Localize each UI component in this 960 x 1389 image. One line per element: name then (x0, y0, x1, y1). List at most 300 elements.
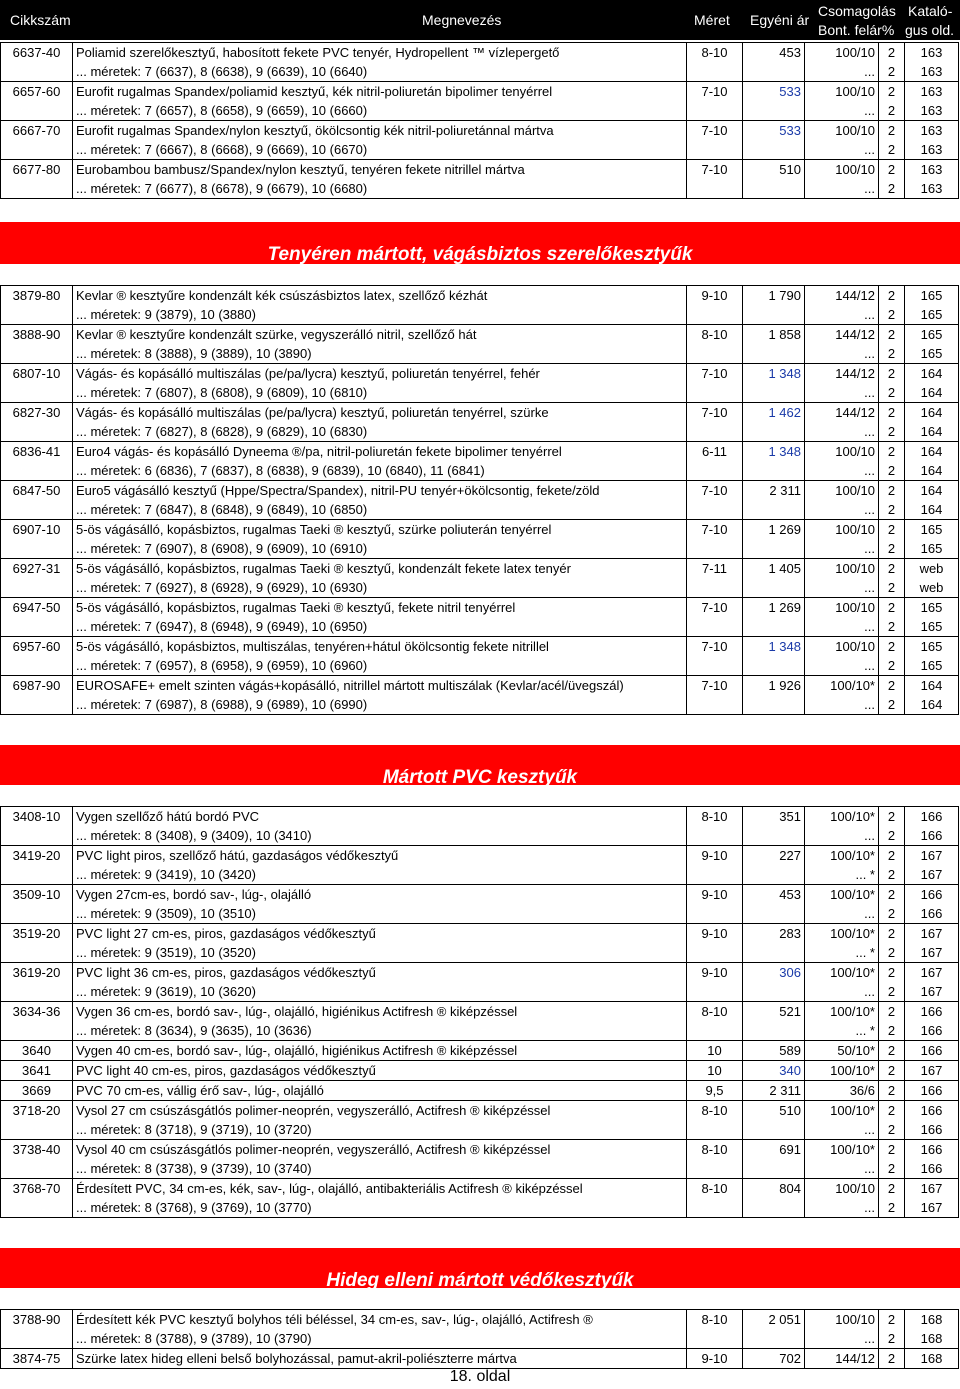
cell-catalog: 168 (905, 1310, 959, 1330)
cell-price: 510 (743, 160, 805, 180)
cell-code (1, 865, 73, 885)
cell-catalog: 166 (905, 826, 959, 846)
cell-price: 1 858 (743, 325, 805, 345)
cell-code (1, 617, 73, 637)
cell-price (743, 62, 805, 82)
cell-name: ... méretek: 8 (3768), 9 (3769), 10 (3770) (73, 1198, 687, 1218)
cell-size (687, 865, 743, 885)
cell-price (743, 982, 805, 1002)
cell-name: Érdesített PVC, 34 cm-es, kék, sav-, lúg-, olajálló, antibakteriális Actifresh ® kiképzéssel (73, 1179, 687, 1199)
product-row (1, 846, 959, 866)
cell-catalog: 165 (905, 598, 959, 618)
cell-pack: 100/10* (805, 807, 879, 827)
section-banner-cold (0, 1248, 960, 1291)
cell-name: ... méretek: 9 (3419), 10 (3420) (73, 865, 687, 885)
product-row (1, 364, 959, 384)
size-variant-row (1, 1120, 959, 1140)
cell-pack: ... (805, 1329, 879, 1349)
cell-code: 3519-20 (1, 924, 73, 944)
product-table (0, 42, 959, 199)
cell-name: EUROSAFE+ emelt szinten vágás+kopásálló, nitrillel mártott multiszálak (Kevlar/acél/üvegszál) (73, 676, 687, 696)
cell-size (687, 904, 743, 924)
cell-name: ... méretek: 6 (6836), 7 (6837), 8 (6838), 9 (6839), 10 (6840), 11 (6841) (73, 461, 687, 481)
cell-price (743, 1329, 805, 1349)
cell-code: 6947-50 (1, 598, 73, 618)
cell-size (687, 982, 743, 1002)
cell-size (687, 461, 743, 481)
product-row (1, 637, 959, 657)
cell-surcharge: 2 (879, 617, 905, 637)
cell-size (687, 140, 743, 160)
section-title: Hideg elleni mártott védőkesztyűk (326, 1270, 634, 1291)
cell-code (1, 344, 73, 364)
cell-code (1, 461, 73, 481)
cell-name: Kevlar ® kesztyűre kondenzált szürke, vegyszerálló nitril, szellőző hát (73, 325, 687, 345)
cell-code: 6807-10 (1, 364, 73, 384)
cell-catalog: 165 (905, 617, 959, 637)
product-row (1, 963, 959, 983)
cell-pack: ... (805, 656, 879, 676)
cell-price: 533 (743, 82, 805, 102)
cell-pack: ... (805, 1159, 879, 1179)
cell-name: 5-ös vágásálló, kopásbiztos, rugalmas Taeki ® kesztyű, szürke poliuterán tenyérrel (73, 520, 687, 540)
cell-surcharge: 2 (879, 885, 905, 905)
cell-pack: 100/10* (805, 846, 879, 866)
cell-price (743, 617, 805, 637)
product-row (1, 1140, 959, 1160)
cell-price (743, 826, 805, 846)
cell-catalog: 163 (905, 101, 959, 121)
cell-name: Vysol 40 cm csúszásgátlós polimer-neoprén, vegyszerálló, Actifresh ® kiképzéssel (73, 1140, 687, 1160)
cell-code: 3669 (1, 1081, 73, 1101)
cell-pack: ... (805, 179, 879, 199)
cell-catalog: 166 (905, 885, 959, 905)
size-variant-row (1, 461, 959, 481)
cell-size (687, 539, 743, 559)
size-variant-row (1, 1198, 959, 1218)
cell-code (1, 578, 73, 598)
cell-code: 3408-10 (1, 807, 73, 827)
cell-name: ... méretek: 8 (3888), 9 (3889), 10 (3890) (73, 344, 687, 364)
cell-size: 9,5 (687, 1081, 743, 1101)
cell-price: 533 (743, 121, 805, 141)
cell-catalog: 167 (905, 1179, 959, 1199)
cell-catalog: 163 (905, 160, 959, 180)
cell-code (1, 1198, 73, 1218)
cell-code (1, 101, 73, 121)
cell-catalog: 167 (905, 943, 959, 963)
cell-surcharge: 2 (879, 1159, 905, 1179)
cell-price: 1 926 (743, 676, 805, 696)
cell-name: Vygen 36 cm-es, bordó sav-, lúg-, olajálló, higiénikus Actifresh ® kiképzéssel (73, 1002, 687, 1022)
cell-surcharge: 2 (879, 1120, 905, 1140)
size-variant-row (1, 140, 959, 160)
cell-name: ... méretek: 7 (6927), 8 (6928), 9 (6929), 10 (6930) (73, 578, 687, 598)
cell-name: ... méretek: 8 (3634), 9 (3635), 10 (3636) (73, 1021, 687, 1041)
cell-pack: ... * (805, 1021, 879, 1041)
product-table (0, 285, 959, 715)
cell-size (687, 826, 743, 846)
size-variant-row (1, 695, 959, 715)
cell-catalog: 166 (905, 1101, 959, 1121)
cell-surcharge: 2 (879, 846, 905, 866)
cell-surcharge: 2 (879, 807, 905, 827)
cell-name: ... méretek: 7 (6677), 8 (6678), 9 (6679), 10 (6680) (73, 179, 687, 199)
cell-price (743, 1198, 805, 1218)
cell-surcharge: 2 (879, 383, 905, 403)
cell-surcharge: 2 (879, 598, 905, 618)
cell-price: 589 (743, 1041, 805, 1061)
cell-surcharge: 2 (879, 1140, 905, 1160)
cell-size: 7-10 (687, 520, 743, 540)
cell-name: PVC light 27 cm-es, piros, gazdaságos védőkesztyű (73, 924, 687, 944)
cell-surcharge: 2 (879, 1101, 905, 1121)
cell-size: 8-10 (687, 1310, 743, 1330)
cell-surcharge: 2 (879, 403, 905, 423)
cell-surcharge: 2 (879, 325, 905, 345)
cell-name: Vágás- és kopásálló multiszálas (pe/pa/lycra) kesztyű, poliuretán tenyérrel, szürke (73, 403, 687, 423)
cell-size (687, 422, 743, 442)
cell-catalog: 168 (905, 1329, 959, 1349)
cell-surcharge: 2 (879, 695, 905, 715)
cell-price (743, 943, 805, 963)
cell-code (1, 656, 73, 676)
cell-code: 3888-90 (1, 325, 73, 345)
cell-catalog: web (905, 559, 959, 579)
cell-code: 6987-90 (1, 676, 73, 696)
cell-name: ... méretek: 7 (6907), 8 (6908), 9 (6909), 10 (6910) (73, 539, 687, 559)
size-variant-row (1, 617, 959, 637)
cell-pack: ... (805, 826, 879, 846)
cell-name: ... méretek: 7 (6667), 8 (6668), 9 (6669), 10 (6670) (73, 140, 687, 160)
cell-pack: ... (805, 461, 879, 481)
cell-price (743, 578, 805, 598)
cell-surcharge: 2 (879, 344, 905, 364)
cell-name: Vysol 27 cm csúszásgátlós polimer-neoprén, vegyszerálló, Actifresh ® kiképzéssel (73, 1101, 687, 1121)
cell-size (687, 101, 743, 121)
cell-size (687, 62, 743, 82)
cell-surcharge: 2 (879, 676, 905, 696)
product-row (1, 807, 959, 827)
product-row (1, 325, 959, 345)
cell-price: 306 (743, 963, 805, 983)
size-variant-row (1, 344, 959, 364)
cell-pack: 50/10* (805, 1041, 879, 1061)
cell-pack: 144/12 (805, 1349, 879, 1369)
product-row (1, 403, 959, 423)
cell-surcharge: 2 (879, 1310, 905, 1330)
cell-name: Vygen 27cm-es, bordó sav-, lúg-, olajálló (73, 885, 687, 905)
cell-pack: 100/10 (805, 82, 879, 102)
cell-catalog: 166 (905, 1140, 959, 1160)
product-row (1, 82, 959, 102)
cell-code (1, 943, 73, 963)
cell-size: 7-10 (687, 121, 743, 141)
cell-price: 453 (743, 43, 805, 63)
cell-catalog: 165 (905, 520, 959, 540)
cell-surcharge: 2 (879, 1021, 905, 1041)
cell-surcharge: 2 (879, 1179, 905, 1199)
cell-size: 7-10 (687, 598, 743, 618)
cell-catalog: 166 (905, 1120, 959, 1140)
cell-size (687, 179, 743, 199)
cell-pack: ... (805, 982, 879, 1002)
cell-pack: 100/10* (805, 1061, 879, 1081)
cell-code (1, 383, 73, 403)
size-variant-row (1, 539, 959, 559)
cell-size: 7-10 (687, 403, 743, 423)
cell-price: 283 (743, 924, 805, 944)
cell-name: ... méretek: 7 (6637), 8 (6638), 9 (6639), 10 (6640) (73, 62, 687, 82)
cell-pack: ... (805, 140, 879, 160)
cell-name: ... méretek: 7 (6827), 8 (6828), 9 (6829), 10 (6830) (73, 422, 687, 442)
cell-price (743, 422, 805, 442)
cell-code: 3640 (1, 1041, 73, 1061)
cell-catalog: 166 (905, 1159, 959, 1179)
cell-size (687, 1159, 743, 1179)
cell-size: 7-10 (687, 676, 743, 696)
cell-pack: 144/12 (805, 364, 879, 384)
cell-code: 6667-70 (1, 121, 73, 141)
cell-code: 3509-10 (1, 885, 73, 905)
cell-catalog: 163 (905, 140, 959, 160)
cell-catalog: 164 (905, 442, 959, 462)
cell-surcharge: 2 (879, 559, 905, 579)
cell-pack: ... (805, 422, 879, 442)
cell-size: 8-10 (687, 1101, 743, 1121)
cell-name: ... méretek: 8 (3718), 9 (3719), 10 (3720) (73, 1120, 687, 1140)
cell-surcharge: 2 (879, 924, 905, 944)
cell-surcharge: 2 (879, 62, 905, 82)
product-row (1, 442, 959, 462)
cell-catalog: 164 (905, 403, 959, 423)
cell-pack: 100/10* (805, 1101, 879, 1121)
cell-surcharge: 2 (879, 865, 905, 885)
cell-code (1, 1159, 73, 1179)
cell-size: 7-10 (687, 364, 743, 384)
cell-surcharge: 2 (879, 826, 905, 846)
cell-surcharge: 2 (879, 520, 905, 540)
product-row (1, 286, 959, 306)
cell-price: 510 (743, 1101, 805, 1121)
cell-price: 227 (743, 846, 805, 866)
cell-code (1, 500, 73, 520)
table-header (0, 0, 960, 40)
cell-name: 5-ös vágásálló, kopásbiztos, rugalmas Taeki ® kesztyű, kondenzált fekete latex tenyér (73, 559, 687, 579)
cell-size: 7-10 (687, 160, 743, 180)
cell-pack: ... * (805, 865, 879, 885)
cell-code: 6907-10 (1, 520, 73, 540)
cell-price (743, 865, 805, 885)
cell-code: 3718-20 (1, 1101, 73, 1121)
cell-size: 7-10 (687, 481, 743, 501)
cell-size: 8-10 (687, 1002, 743, 1022)
cell-catalog: 163 (905, 62, 959, 82)
product-row (1, 676, 959, 696)
cell-catalog: 165 (905, 305, 959, 325)
cell-code: 3634-36 (1, 1002, 73, 1022)
cell-pack: ... (805, 1198, 879, 1218)
cell-surcharge: 2 (879, 442, 905, 462)
product-row (1, 121, 959, 141)
cell-code (1, 1329, 73, 1349)
cell-pack: 144/12 (805, 325, 879, 345)
header-size: Méret (694, 12, 730, 28)
cell-pack: 100/10 (805, 1310, 879, 1330)
cell-code: 3419-20 (1, 846, 73, 866)
size-variant-row (1, 982, 959, 1002)
cell-name: ... méretek: 7 (6847), 8 (6848), 9 (6849), 10 (6850) (73, 500, 687, 520)
cell-code: 6637-40 (1, 43, 73, 63)
cell-catalog: 166 (905, 1002, 959, 1022)
cell-catalog: 166 (905, 1081, 959, 1101)
size-variant-row (1, 305, 959, 325)
cell-price (743, 461, 805, 481)
cell-code: 3738-40 (1, 1140, 73, 1160)
cell-name: ... méretek: 8 (3738), 9 (3739), 10 (3740) (73, 1159, 687, 1179)
cell-name: PVC light piros, szellőző hátú, gazdaságos védőkesztyű (73, 846, 687, 866)
cell-size (687, 578, 743, 598)
cell-surcharge: 2 (879, 904, 905, 924)
cell-size (687, 1329, 743, 1349)
cell-name: Érdesített kék PVC kesztyű bolyhos téli béléssel, 34 cm-es, sav-, lúg-, olajálló, Actifresh ® (73, 1310, 687, 1330)
product-row (1, 1002, 959, 1022)
product-row (1, 1179, 959, 1199)
cell-pack: ... (805, 101, 879, 121)
cell-name: ... méretek: 7 (6987), 8 (6988), 9 (6989), 10 (6990) (73, 695, 687, 715)
size-variant-row (1, 179, 959, 199)
product-row (1, 559, 959, 579)
cell-surcharge: 2 (879, 982, 905, 1002)
cell-size (687, 1198, 743, 1218)
cell-pack: ... (805, 578, 879, 598)
cell-catalog: 167 (905, 846, 959, 866)
cell-code: 6927-31 (1, 559, 73, 579)
cell-name: Vygen 40 cm-es, bordó sav-, lúg-, olajálló, higiénikus Actifresh ® kiképzéssel (73, 1041, 687, 1061)
product-row (1, 43, 959, 63)
size-variant-row (1, 62, 959, 82)
cell-code: 3619-20 (1, 963, 73, 983)
cell-catalog: 164 (905, 364, 959, 384)
size-variant-row (1, 1329, 959, 1349)
cell-pack: 100/10* (805, 676, 879, 696)
cell-pack: 100/10 (805, 160, 879, 180)
cell-surcharge: 2 (879, 305, 905, 325)
cell-size (687, 695, 743, 715)
cell-catalog: 166 (905, 807, 959, 827)
cell-surcharge: 2 (879, 364, 905, 384)
cell-price: 2 051 (743, 1310, 805, 1330)
cell-surcharge: 2 (879, 943, 905, 963)
size-variant-row (1, 1159, 959, 1179)
size-variant-row (1, 1021, 959, 1041)
cell-price (743, 1021, 805, 1041)
cell-surcharge: 2 (879, 1081, 905, 1101)
cell-surcharge: 2 (879, 286, 905, 306)
cell-price (743, 101, 805, 121)
cell-surcharge: 2 (879, 963, 905, 983)
size-variant-row (1, 578, 959, 598)
cell-pack: ... (805, 383, 879, 403)
cell-code (1, 982, 73, 1002)
size-variant-row (1, 656, 959, 676)
cell-surcharge: 2 (879, 578, 905, 598)
cell-name: PVC 70 cm-es, vállig érő sav-, lúg-, olajálló (73, 1081, 687, 1101)
cell-code: 3788-90 (1, 1310, 73, 1330)
cell-name: PVC light 36 cm-es, piros, gazdaságos védőkesztyű (73, 963, 687, 983)
cell-surcharge: 2 (879, 1041, 905, 1061)
cell-surcharge: 2 (879, 1349, 905, 1369)
cell-size (687, 656, 743, 676)
cell-pack: 100/10 (805, 637, 879, 657)
cell-pack: ... (805, 539, 879, 559)
cell-surcharge: 2 (879, 637, 905, 657)
cell-pack: 100/10 (805, 481, 879, 501)
cell-catalog: 164 (905, 676, 959, 696)
cell-name: ... méretek: 7 (6657), 8 (6658), 9 (6659), 10 (6660) (73, 101, 687, 121)
cell-catalog: 165 (905, 286, 959, 306)
cell-pack: 100/10* (805, 924, 879, 944)
cell-size (687, 500, 743, 520)
size-variant-row (1, 826, 959, 846)
size-variant-row (1, 865, 959, 885)
cell-surcharge: 2 (879, 422, 905, 442)
cell-price (743, 904, 805, 924)
cell-name: 5-ös vágásálló, kopásbiztos, rugalmas Taeki ® kesztyű, fekete nitril tenyérrel (73, 598, 687, 618)
cell-name: ... méretek: 9 (3509), 10 (3510) (73, 904, 687, 924)
cell-size: 8-10 (687, 1140, 743, 1160)
cell-surcharge: 2 (879, 140, 905, 160)
cell-price: 340 (743, 1061, 805, 1081)
cell-price (743, 656, 805, 676)
cell-name: 5-ös vágásálló, kopásbiztos, multiszálas, tenyéren+hátul ökölcsontig fekete nitrillel (73, 637, 687, 657)
cell-catalog: 167 (905, 865, 959, 885)
cell-price (743, 140, 805, 160)
cell-name: PVC light 40 cm-es, piros, gazdaságos védőkesztyű (73, 1061, 687, 1081)
cell-price (743, 500, 805, 520)
cell-pack: ... (805, 1120, 879, 1140)
cell-code: 3768-70 (1, 1179, 73, 1199)
size-variant-row (1, 904, 959, 924)
cell-name: ... méretek: 9 (3879), 10 (3880) (73, 305, 687, 325)
cell-catalog: 167 (905, 1061, 959, 1081)
section-title: Tenyéren mártott, vágásbiztos szerelőkesztyűk (267, 244, 693, 265)
cell-price (743, 1120, 805, 1140)
cell-price: 1 405 (743, 559, 805, 579)
product-table (0, 806, 959, 1218)
cell-catalog: 168 (905, 1349, 959, 1369)
cell-size (687, 383, 743, 403)
cell-price: 521 (743, 1002, 805, 1022)
header-pack: Csomagolás (818, 3, 896, 19)
cell-code (1, 305, 73, 325)
size-variant-row (1, 500, 959, 520)
cell-code: 3641 (1, 1061, 73, 1081)
cell-surcharge: 2 (879, 43, 905, 63)
page-number: 18. oldal (449, 1368, 511, 1385)
cell-size: 8-10 (687, 325, 743, 345)
cell-name: Szürke latex hideg elleni belső bolyhozással, pamut-akril-poliészterre mártva (73, 1349, 687, 1369)
cell-code (1, 422, 73, 442)
cell-name: ... méretek: 7 (6957), 8 (6958), 9 (6959), 10 (6960) (73, 656, 687, 676)
cell-pack: 100/10 (805, 121, 879, 141)
cell-pack: 100/10 (805, 520, 879, 540)
cell-pack: ... (805, 62, 879, 82)
cell-catalog: 165 (905, 325, 959, 345)
cell-size (687, 1021, 743, 1041)
cell-size: 9-10 (687, 963, 743, 983)
cell-catalog: 164 (905, 422, 959, 442)
